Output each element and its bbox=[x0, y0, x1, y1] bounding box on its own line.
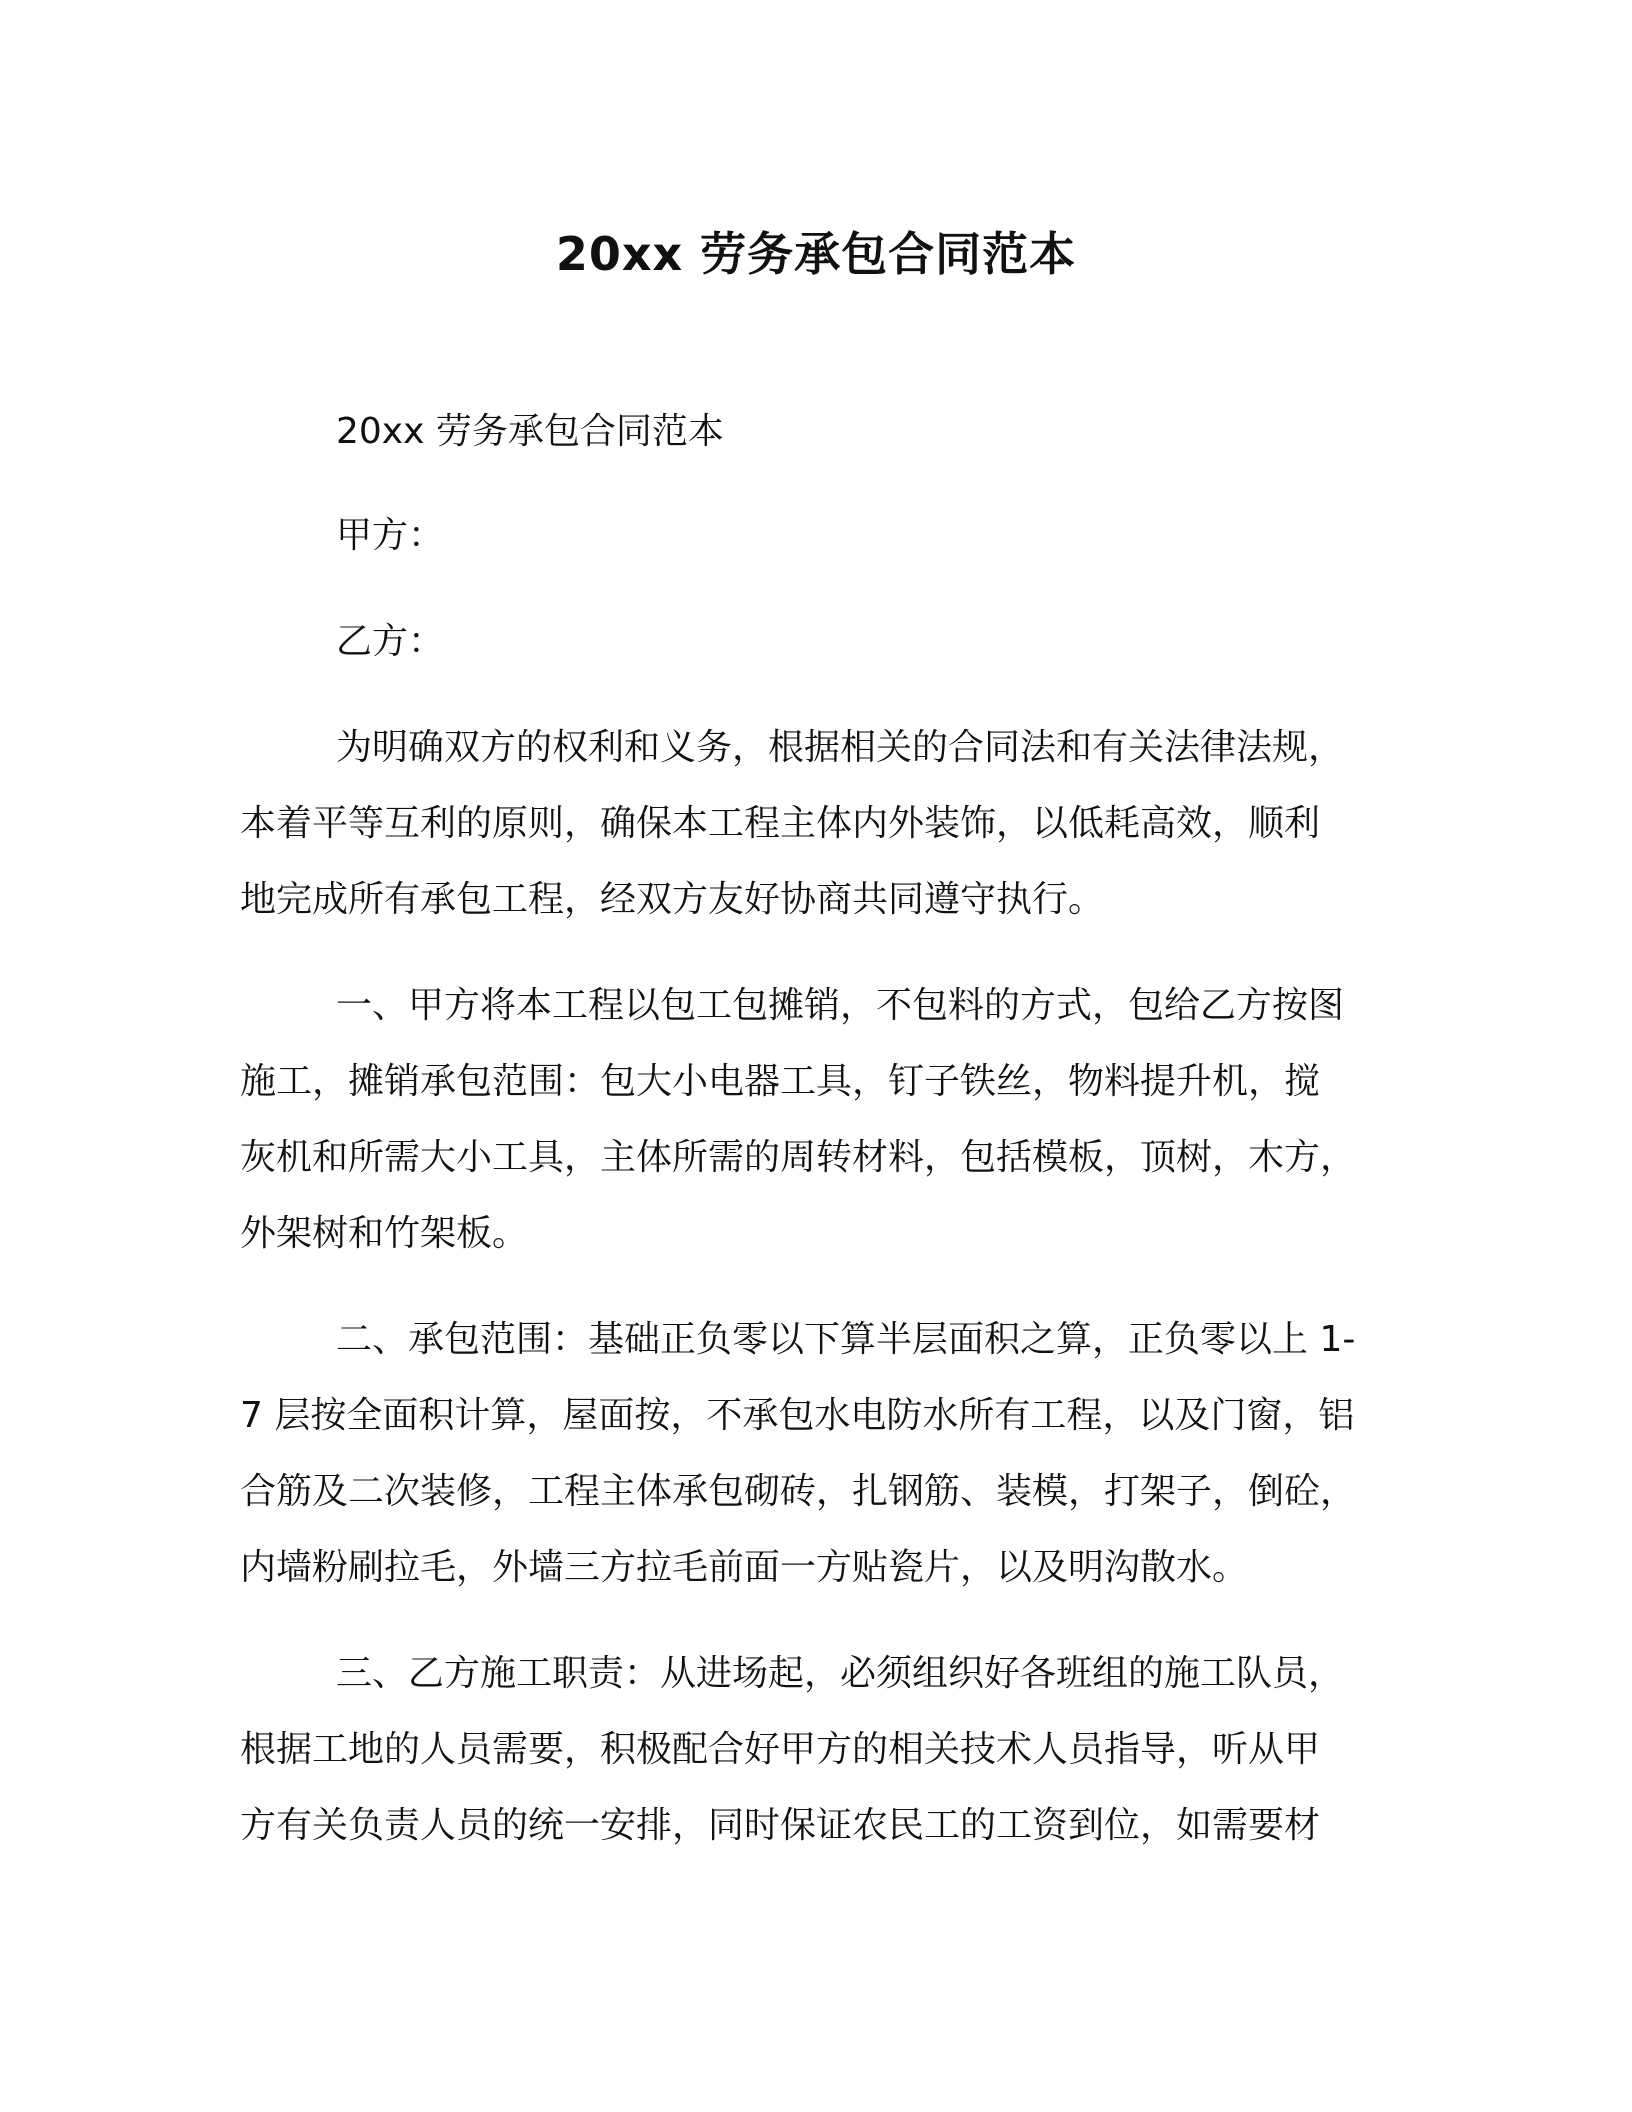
clause-2-paragraph bbox=[240, 1302, 1392, 1606]
paragraph-line: 合筋及二次装修，工程主体承包砌砖，扎钢筋、装模，打架子，倒砼， bbox=[240, 1471, 1357, 1512]
party-a-label: 甲方： bbox=[336, 515, 445, 556]
paragraph-line: 二、承包范围：基础正负零以下算半层面积之算，正负零以上 1- bbox=[336, 1319, 1356, 1360]
paragraph-line: 灰机和所需大小工具，主体所需的周转材料，包括模板，顶树，木方， bbox=[240, 1137, 1357, 1178]
paragraph-line: 外架树和竹架板。 bbox=[240, 1213, 529, 1254]
paragraph-line: 地完成所有承包工程，经双方友好协商共同遵守执行。 bbox=[240, 879, 1105, 920]
party-b-label: 乙方： bbox=[336, 621, 445, 662]
clause-1-paragraph bbox=[240, 968, 1392, 1272]
paragraph-line: 一、甲方将本工程以包工包摊销，不包料的方式，包给乙方按图 bbox=[336, 985, 1345, 1026]
paragraph-line: 三、乙方施工职责：从进场起，必须组织好各班组的施工队员， bbox=[336, 1653, 1345, 1694]
paragraph-line: 施工，摊销承包范围：包大小电器工具，钉子铁丝，物料提升机，搅 bbox=[240, 1061, 1321, 1102]
paragraph-line: 根据工地的人员需要，积极配合好甲方的相关技术人员指导，听从甲 bbox=[240, 1729, 1321, 1770]
document-subtitle: 20xx 劳务承包合同范本 bbox=[336, 411, 724, 452]
paragraph-line: 本着平等互利的原则，确保本工程主体内外装饰，以低耗高效，顺利 bbox=[240, 803, 1321, 844]
clause-3-paragraph bbox=[240, 1636, 1392, 1864]
document-body bbox=[240, 394, 1392, 1864]
paragraph-line: 为明确双方的权利和义务，根据相关的合同法和有关法律法规， bbox=[336, 727, 1345, 768]
document-title: 20xx 劳务承包合同范本 bbox=[555, 227, 1077, 281]
paragraph-line: 内墙粉刷拉毛，外墙三方拉毛前面一方贴瓷片，以及明沟散水。 bbox=[240, 1547, 1249, 1588]
paragraph-line: 7 层按全面积计算，屋面按，不承包水电防水所有工程，以及门窗，铝 bbox=[240, 1395, 1355, 1436]
paragraph-line: 方有关负责人员的统一安排，同时保证农民工的工资到位，如需要材 bbox=[240, 1805, 1321, 1846]
intro-paragraph bbox=[240, 710, 1392, 938]
